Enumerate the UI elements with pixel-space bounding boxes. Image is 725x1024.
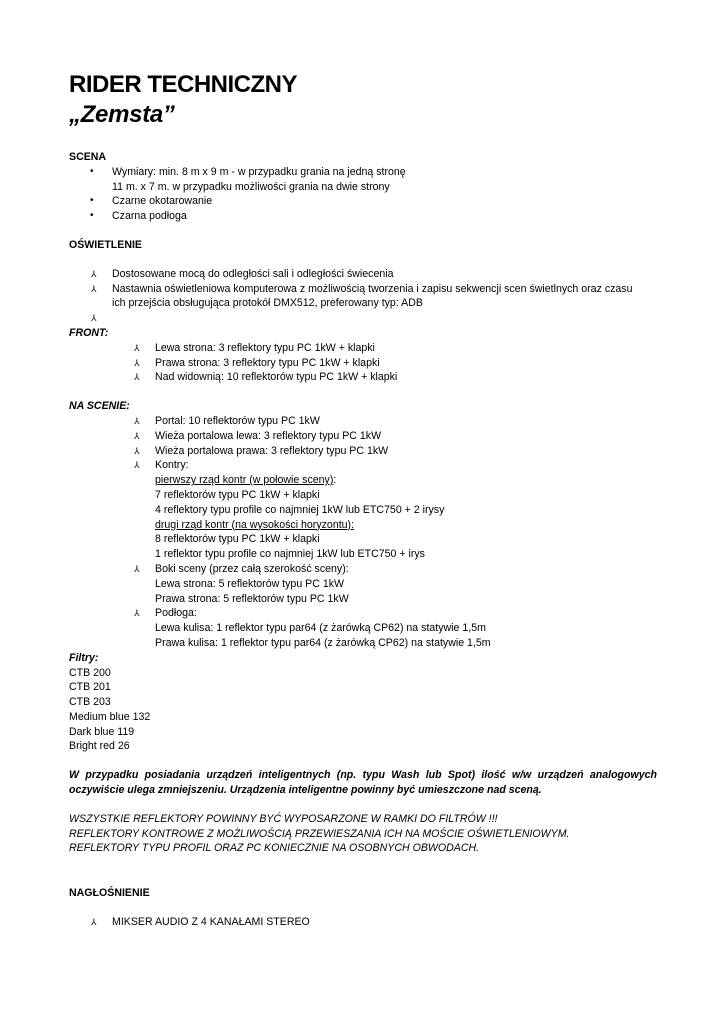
filter-item: CTB 200: [69, 666, 111, 679]
triangle-bullet-icon: ⅄: [134, 372, 140, 383]
list-item: [69, 282, 657, 297]
triangle-bullet-icon: ⅄: [134, 445, 140, 456]
list-item-text: Kontry:: [155, 459, 189, 472]
list-item-empty: [69, 311, 657, 326]
podloga-line: Prawa kulisa: 1 reflektor typu par64 (z żarówką CP62) na statywie 1,5m: [155, 636, 491, 649]
section-heading-na-scenie: NA SCENIE:: [69, 400, 130, 413]
list-item-text: Podłoga:: [155, 607, 197, 620]
section-heading-filtry: Filtry:: [69, 651, 99, 664]
section-heading-front: FRONT:: [69, 326, 109, 339]
caps-note: REFLEKTORY KONTROWE Z MOŻLIWOŚCIĄ PRZEWIESZANIA ICH NA MOŚCIE OŚWIETLENIOWYM.: [69, 827, 570, 840]
list-item-text: Dostosowane mocą do odległości sali i odległości świecenia: [112, 267, 394, 280]
list-item-text: Wymiary: min. 8 m x 9 m - w przypadku grania na jedną stronę: [112, 165, 406, 178]
list-item: [69, 370, 657, 385]
filter-item: Dark blue 119: [69, 725, 135, 738]
list-item: [69, 356, 657, 371]
list-item-text: Wieża portalowa prawa: 3 reflektory typu PC 1kW: [155, 444, 389, 457]
boki-line: Prawa strona: 5 reflektorów typu PC 1kW: [155, 592, 349, 605]
list-item: [69, 562, 657, 577]
kontry-row1-heading: [69, 473, 657, 488]
caps-note: WSZYSTKIE REFLEKTORY POWINNY BYĆ WYPOSARZONE W RAMKI DO FILTRÓW !!!: [69, 812, 498, 825]
bullet-icon: •: [90, 195, 94, 207]
kontry-line: 4 reflektory typu profile co najmniej 1kW lub ETC750 + 2 irysy: [155, 503, 445, 516]
triangle-bullet-icon: ⅄: [91, 313, 97, 324]
kontry-row1-heading-colon: :: [333, 474, 337, 487]
list-item: [69, 606, 657, 621]
document-title: RIDER TECHNICZNY: [69, 71, 298, 98]
intelligent-fixtures-note: W przypadku posiadania urządzeń inteligentnych (np. typu Wash lub Spot) ilość w/w urządzeń analogowych oczywiście ulega zmniejszeniu. Urządzenia inteligentne powinny być umieszczone nad sceną.: [69, 769, 657, 797]
list-item: [69, 429, 657, 444]
document-subtitle: „Zemsta”: [69, 101, 175, 128]
triangle-bullet-icon: ⅄: [134, 415, 140, 426]
boki-line: Lewa strona: 5 reflektorów typu PC 1kW: [155, 577, 345, 590]
list-item-text: Nastawnia oświetleniowa komputerowa z możliwością tworzenia i zapisu sekwencji scen świetlnych oraz czasu: [112, 282, 633, 295]
list-item-text: Czarna podłoga: [112, 210, 187, 223]
podloga-line: Lewa kulisa: 1 reflektor typu par64 (z żarówką CP62) na statywie 1,5m: [155, 622, 486, 635]
document-page: [69, 70, 657, 930]
list-item: [69, 458, 657, 473]
list-item-text: Boki sceny (przez całą szerokość sceny):: [155, 562, 349, 575]
list-item-text: Wieża portalowa lewa: 3 reflektory typu PC 1kW: [155, 429, 382, 442]
bullet-icon: •: [90, 210, 94, 222]
list-item: [69, 444, 657, 459]
filter-item: Medium blue 132: [69, 710, 151, 723]
bullet-icon: •: [90, 165, 94, 177]
list-item: [69, 341, 657, 356]
list-item-text: Nad widownią: 10 reflektorów typu PC 1kW + klapki: [155, 371, 398, 384]
list-item: [69, 267, 657, 282]
list-item-text: Prawa strona: 3 reflektory typu PC 1kW + klapki: [155, 356, 380, 369]
section-heading-oswietlenie: OŚWIETLENIE: [69, 238, 142, 251]
triangle-bullet-icon: ⅄: [91, 283, 97, 294]
list-item: [69, 209, 657, 224]
filter-item: CTB 203: [69, 696, 111, 709]
triangle-bullet-icon: ⅄: [134, 563, 140, 574]
list-item-text: MIKSER AUDIO Z 4 KANAŁAMI STEREO: [112, 916, 310, 929]
kontry-line: 7 reflektorów typu PC 1kW + klapki: [155, 488, 320, 501]
triangle-bullet-icon: ⅄: [91, 268, 97, 279]
list-item-text: 11 m. x 7 m. w przypadku możliwości grania na dwie strony: [112, 180, 390, 193]
triangle-bullet-icon: ⅄: [134, 430, 140, 441]
list-item-text: Portal: 10 reflektorów typu PC 1kW: [155, 414, 320, 427]
kontry-row2-heading-text: drugi rząd kontr (na wysokości horyzontu):: [155, 518, 355, 531]
section-heading-naglosnienie: NAGŁOŚNIENIE: [69, 887, 150, 900]
kontry-line: 8 reflektorów typu PC 1kW + klapki: [155, 533, 320, 546]
triangle-bullet-icon: ⅄: [134, 460, 140, 471]
kontry-line: 1 reflektor typu profile co najmniej 1kW lub ETC750 + irys: [155, 548, 425, 561]
kontry-row2-heading: [69, 518, 657, 533]
list-item-continuation: [69, 180, 657, 195]
kontry-row1-heading-text: pierwszy rząd kontr (w połowie sceny): [155, 474, 334, 487]
caps-note: REFLEKTORY TYPU PROFIL ORAZ PC KONIECZNIE NA OSOBNYCH OBWODACH.: [69, 842, 480, 855]
list-item: [69, 915, 657, 930]
list-item: [69, 165, 657, 180]
list-item-text: Czarne okotarowanie: [112, 195, 213, 208]
list-item-continuation: [69, 296, 657, 311]
triangle-bullet-icon: ⅄: [134, 357, 140, 368]
triangle-bullet-icon: ⅄: [134, 342, 140, 353]
list-item-text: ich przejścia obsługująca protokół DMX512, preferowany typ: ADB: [112, 297, 423, 310]
triangle-bullet-icon: ⅄: [134, 608, 140, 619]
list-item: [69, 414, 657, 429]
section-heading-scena: SCENA: [69, 151, 107, 163]
list-item: [69, 194, 657, 209]
filter-item: Bright red 26: [69, 740, 130, 753]
filter-item: CTB 201: [69, 681, 111, 694]
triangle-bullet-icon: ⅄: [91, 917, 97, 928]
list-item-text: Lewa strona: 3 reflektory typu PC 1kW + klapki: [155, 341, 375, 354]
